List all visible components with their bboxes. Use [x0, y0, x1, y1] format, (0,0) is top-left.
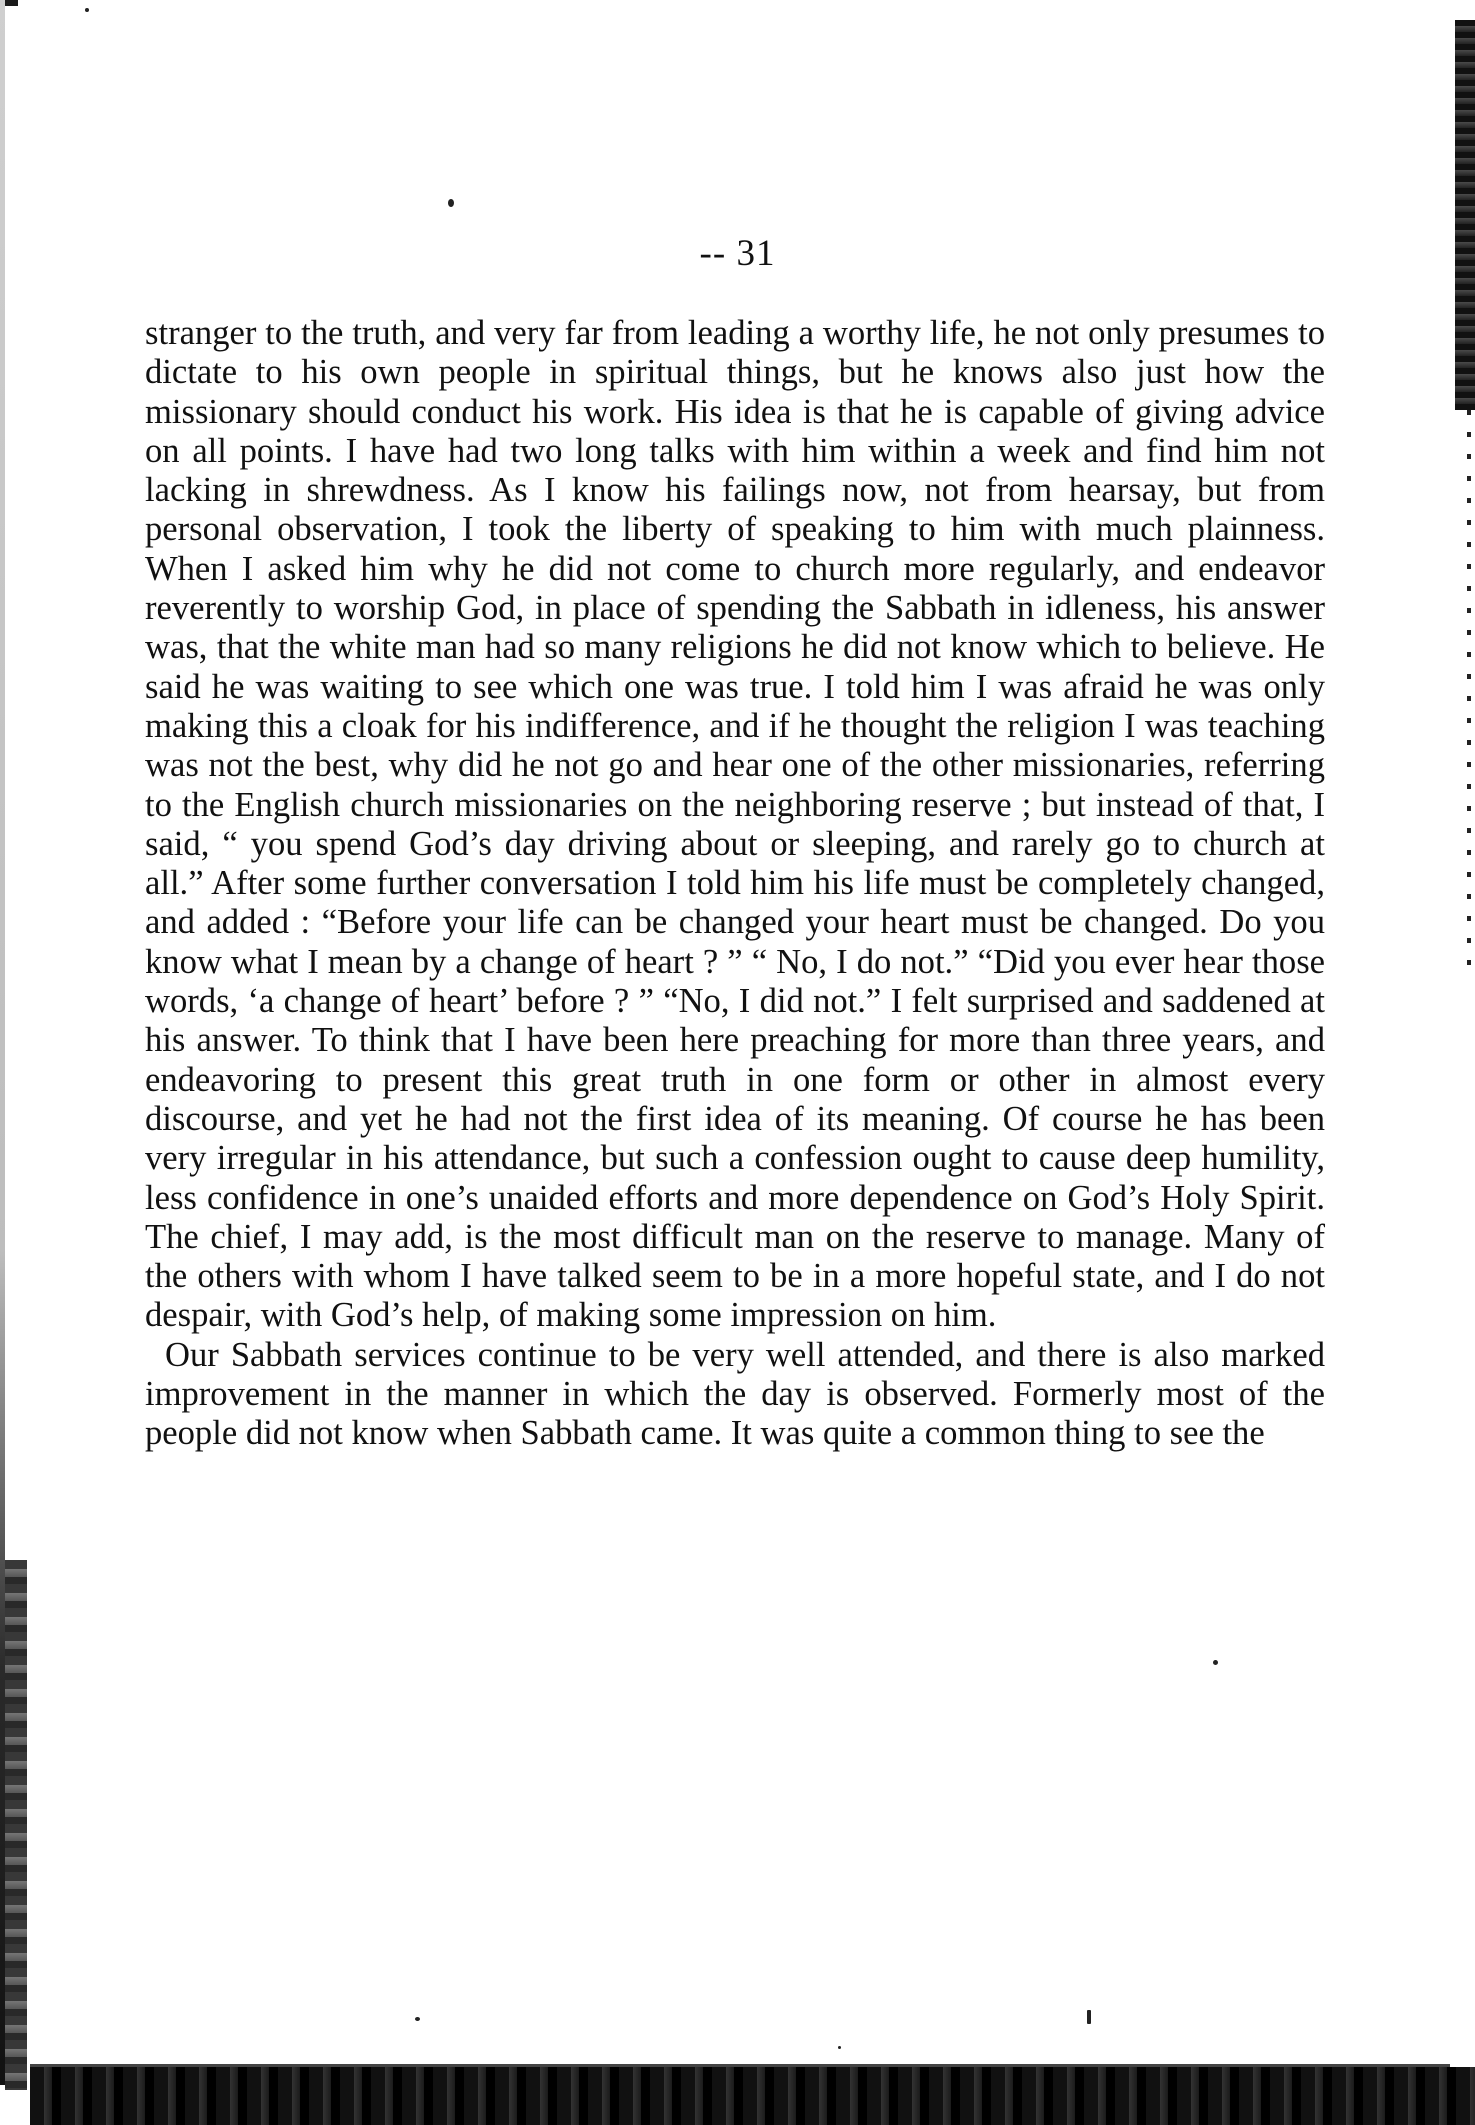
scan-edge-bottom	[30, 2067, 1475, 2125]
scan-edge-right	[1455, 20, 1475, 410]
ink-speck	[415, 2017, 420, 2021]
paragraph: Our Sabbath services continue to be very well attended, and there is also marked improvement in the manner in which the day is observed. Formerly most of the people did not know when Sabbath came. It was quite a common thing to see the	[145, 1335, 1325, 1453]
ink-speck	[448, 199, 454, 207]
page-body	[145, 314, 1325, 1454]
scan-edge-right-dots	[1467, 410, 1471, 970]
ink-speck	[838, 2046, 841, 2049]
paragraph: stranger to the truth, and very far from leading a worthy life, he not only presumes to dictate to his own people in spiritual things, but he knows also just how the missionary should conduct his work. His idea is that he is capable of giving advice on all points. I have had two long talks with him within a week and find him not lacking in shrewdness. As I know his failings now, not from hearsay, but from personal observation, I took the liberty of speaking to him with much plainness. When I asked him why he did not come to church more regularly, and endeavor reverently to worship God, in place of spending the Sabbath in idleness, his answer was, that the white man had so many religions he did not know which to believe. He said he was waiting to see which one was true. I told him I was afraid he was only making this a cloak for his indifference, and if he thought the religion I was teaching was not the best, why did he not go and hear one of the other missionaries, referring to the English church missionaries on the neighboring reserve ; but instead of that, I said, “ you spend God’s day driving about or sleeping, and rarely go to church at all.” After some further conversation I told him his life must be completely changed, and added : “Before your life can be changed your heart must be changed. Do you know what I mean by a change of heart ? ” “ No, I do not.” “Did you ever hear those words, ‘a change of heart’ before ? ” “No, I did not.” I felt surprised and saddened at his answer. To think that I have been here preaching for more than three years, and endeavoring to present this great truth in one form or other in almost every discourse, and yet he had not the first idea of its meaning. Of course he has been very irregular in his attendance, but such a confession ought to cause deep humility, less confidence in one’s unaided efforts and more dependence on God’s Holy Spirit. The chief, I may add, is the most difficult man on the reserve to manage. Many of the others with whom I have talked seem to be in a more hopeful state, and I do not despair, with God’s help, of making some impression on him.	[145, 314, 1325, 1335]
ink-speck	[85, 8, 89, 12]
scan-edge-left-dark	[5, 1560, 27, 2090]
ink-speck	[1213, 1660, 1218, 1665]
page-number: -- 31	[699, 233, 776, 274]
ink-speck	[1087, 2010, 1091, 2024]
